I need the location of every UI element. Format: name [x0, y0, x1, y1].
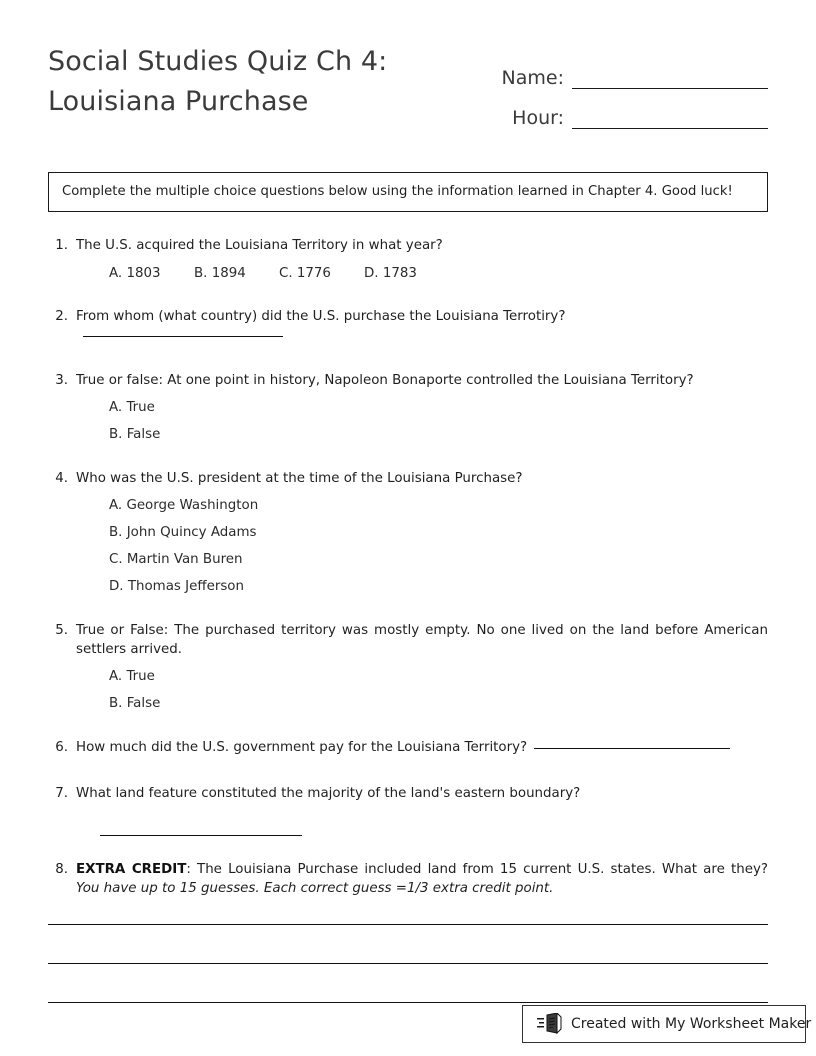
question-5-text: True or False: The purchased territory was mostly empty. No one lived on the land before American settlers arrived.	[76, 623, 768, 657]
question-7-text: What land feature constituted the majority of the land's eastern boundary?	[76, 786, 581, 801]
name-input-line[interactable]	[572, 68, 768, 89]
question-4-text: Who was the U.S. president at the time of the Louisiana Purchase?	[76, 471, 523, 486]
page-title-line-2: Louisiana Purchase	[48, 86, 309, 117]
question-2-number: 2.	[55, 309, 68, 324]
question-5-option-b[interactable]: B. False	[109, 696, 161, 711]
question-3-text: True or false: At one point in history, Napoleon Bonaporte controlled the Louisiana Territory?	[76, 373, 694, 388]
pencil-icon	[537, 1013, 563, 1035]
badge-label: Created with My Worksheet Maker	[571, 1016, 812, 1032]
question-8	[48, 860, 768, 1003]
question-5	[48, 621, 768, 713]
question-8-answer-lines	[76, 924, 768, 1003]
question-4-option-d[interactable]: D. Thomas Jefferson	[109, 579, 244, 594]
question-3-option-b[interactable]: B. False	[109, 427, 161, 442]
question-6-answer-line[interactable]	[534, 748, 730, 749]
question-5-option-a[interactable]: A. True	[109, 669, 155, 684]
question-6	[48, 738, 768, 757]
question-4-options	[76, 496, 768, 596]
question-8-answer-line-1[interactable]	[48, 924, 768, 925]
page-title	[48, 42, 387, 122]
question-8-text-regular: : The Louisiana Purchase included land from 15 current U.S. states. What are they?	[186, 862, 768, 877]
student-info-fields	[490, 49, 768, 129]
question-7-answer-line[interactable]	[100, 835, 302, 836]
worksheet-maker-badge[interactable]	[522, 1005, 812, 1043]
question-3-option-a[interactable]: A. True	[109, 400, 155, 415]
hour-input-line[interactable]	[572, 108, 768, 129]
question-2-answer-line[interactable]	[83, 336, 283, 337]
question-3	[48, 371, 768, 444]
page-title-line-1: Social Studies Quiz Ch 4:	[48, 46, 388, 77]
question-4-option-a[interactable]: A. George Washington	[109, 498, 259, 513]
question-4-option-b[interactable]: B. John Quincy Adams	[109, 525, 257, 540]
name-label: Name:	[501, 67, 564, 89]
question-8-number: 8.	[55, 862, 68, 877]
question-8-text	[76, 860, 768, 898]
page-header	[48, 42, 768, 129]
question-4	[48, 469, 768, 596]
question-2-body	[76, 307, 768, 345]
question-1-options	[76, 264, 768, 283]
question-5-options	[76, 667, 768, 713]
question-3-options	[76, 398, 768, 444]
question-8-text-italic: You have up to 15 guesses. Each correct guess =1/3 extra credit point.	[76, 881, 554, 896]
question-1-text: The U.S. acquired the Louisiana Territory in what year?	[76, 238, 443, 253]
question-2-text: From whom (what country) did the U.S. purchase the Louisiana Terrotiry?	[76, 309, 566, 324]
question-7	[48, 784, 768, 836]
question-1-option-a[interactable]: A. 1803	[109, 266, 161, 281]
name-field-row	[490, 49, 768, 89]
question-8-answer-line-2[interactable]	[48, 963, 768, 964]
question-3-number: 3.	[55, 373, 68, 388]
question-1	[48, 236, 768, 283]
question-6-body	[76, 738, 768, 757]
question-1-option-c[interactable]: C. 1776	[279, 266, 331, 281]
question-1-option-d[interactable]: D. 1783	[364, 266, 417, 281]
question-8-answer-line-3[interactable]	[48, 1002, 768, 1003]
question-2	[48, 307, 768, 345]
question-4-option-c[interactable]: C. Martin Van Buren	[109, 552, 243, 567]
question-5-number: 5.	[55, 623, 68, 638]
question-1-number: 1.	[55, 238, 68, 253]
question-6-number: 6.	[55, 740, 68, 755]
hour-field-row	[490, 89, 768, 129]
question-1-option-b[interactable]: B. 1894	[194, 266, 246, 281]
hour-label: Hour:	[512, 107, 564, 129]
question-8-extra-credit-label: EXTRA CREDIT	[76, 862, 187, 877]
question-4-number: 4.	[55, 471, 68, 486]
question-7-number: 7.	[55, 786, 68, 801]
question-6-text: How much did the U.S. government pay for the Louisiana Territory?	[76, 740, 528, 755]
questions-list	[48, 236, 768, 1003]
instructions-box: Complete the multiple choice questions below using the information learned in Chapter 4. Good luck!	[48, 172, 768, 212]
